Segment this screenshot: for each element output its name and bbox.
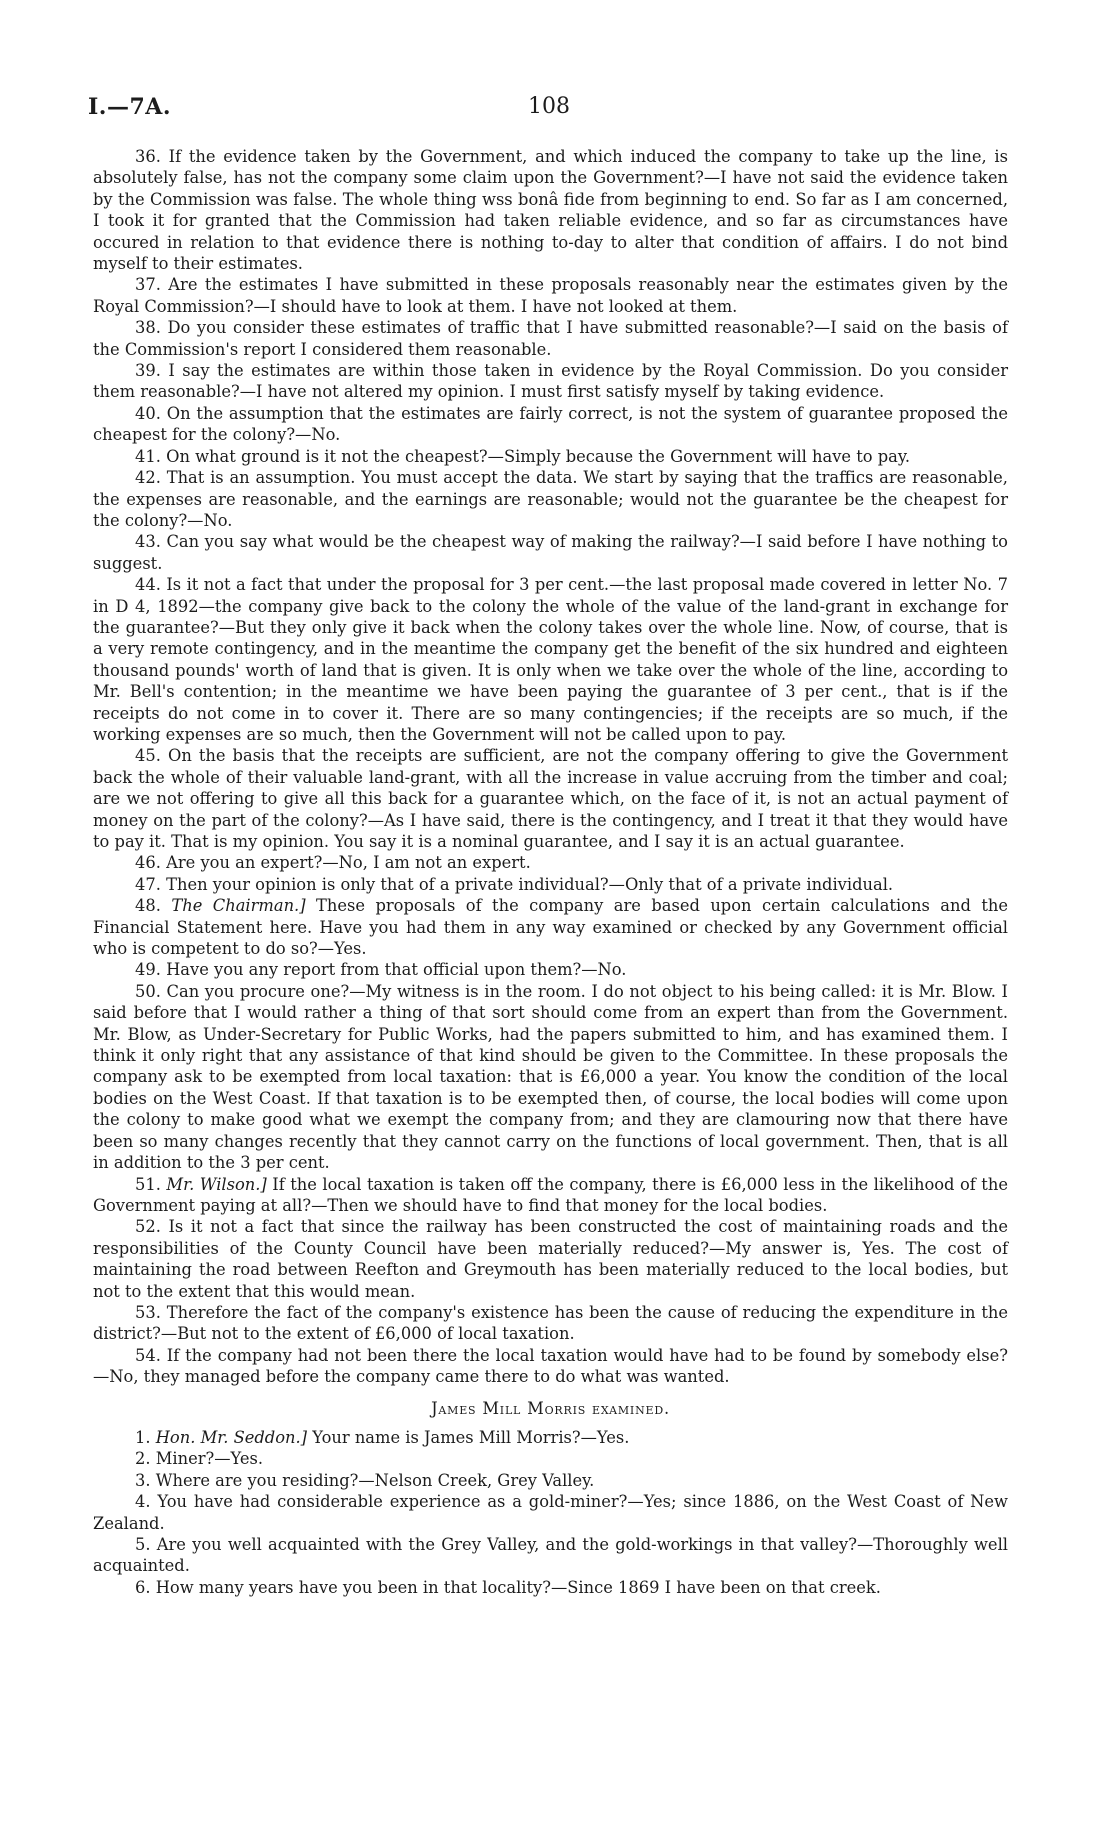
question-text: Your name is James Mill Morris?—Yes. <box>312 1427 630 1447</box>
question-number: 46. <box>135 853 161 873</box>
question-paragraph <box>93 403 1008 446</box>
question-number: 45. <box>135 746 161 766</box>
question-number: 38. <box>135 318 161 338</box>
question-paragraph <box>93 981 1008 1174</box>
question-paragraph <box>93 959 1008 980</box>
question-paragraph <box>93 1491 1008 1534</box>
question-text: If the local taxation is taken off the company, there is £6,000 less in the likelihood of the Government paying at all?—Then we should have to find that money for the local bodies. <box>93 1174 1008 1215</box>
question-paragraph <box>93 852 1008 873</box>
question-text: That is an assumption. You must accept the data. We start by saying that the traffics are reasonable, the expenses are reasonable, and the earnings are reasonable; would not the guarantee be the cheapest for the colony?—No. <box>93 468 1008 530</box>
question-paragraph <box>93 1470 1008 1491</box>
question-text: Have you any report from that official upon them?—No. <box>166 960 627 980</box>
question-number: 47. <box>135 874 161 894</box>
page-number: 108 <box>528 94 570 119</box>
question-text: On the basis that the receipts are sufficient, are not the company offering to give the Government back the whole of their valuable land-grant, with all the increase in value accruing from the timber and coal; are we not offering to give all this back for a guarantee which, on the face of it, is not an actual payment of money on the part of the colony?—As I have said, there is the contingency, and I treat it that they would have to pay it. That is my opinion. You say it is a nominal guarantee, and I say it is an actual guarantee. <box>93 746 1008 851</box>
question-number: 1. <box>135 1427 151 1447</box>
question-text: Is it not a fact that since the railway has been constructed the cost of maintaining roads and the responsibilities of the County Council have been materially reduced?—My answer is, Yes. The cost of maintaining the road between Reefton and Greymouth has been materially reduced to the local bodies, but not to the extent that this would mean. <box>93 1217 1008 1301</box>
document-reference: I.—7A. <box>88 94 171 120</box>
question-paragraph <box>93 274 1008 317</box>
question-number: 44. <box>135 575 161 595</box>
question-paragraph <box>93 1302 1008 1345</box>
question-text: Therefore the fact of the company's existence has been the cause of reducing the expenditure in the district?—But not to the extent of £6,000 of local taxation. <box>93 1302 1008 1344</box>
question-paragraph <box>93 745 1008 852</box>
question-number: 52. <box>135 1217 161 1237</box>
question-text: Can you say what would be the cheapest way of making the railway?—I said before I have nothing to suggest. <box>93 532 1008 573</box>
speaker-name: The Chairman.] <box>171 896 306 916</box>
question-text: Miner?—Yes. <box>155 1449 264 1469</box>
question-paragraph <box>93 1427 1008 1448</box>
question-number: 37. <box>135 275 161 295</box>
question-text: On what ground is it not the cheapest?—Simply because the Government will have to pay. <box>166 446 911 466</box>
question-text: I say the estimates are within those taken in evidence by the Royal Commission. Do you consider them reasonable?—I have not altered my opinion. I must first satisfy myself by taking evidence. <box>93 361 1008 402</box>
question-number: 2. <box>135 1449 151 1469</box>
question-text: These proposals of the company are based upon certain calculations and the Financial Statement here. Have you had them in any way examined or checked by any Government official who is competent to do so?—Yes. <box>93 896 1008 959</box>
question-text: If the evidence taken by the Government, and which induced the company to take up the line, is absolutely false, has not the company some claim upon the Government?—I have not said the evidence taken by the Commission was false. The whole thing wss bonâ fide from beginning to end. So far as I am concerned, I took it for granted that the Commission had taken reliable evidence, and so far as circumstances have occured in relation to that evidence there is nothing to-day to alter that condition of affairs. I do not bind myself to their estimates. <box>93 147 1008 274</box>
question-paragraph <box>93 574 1008 745</box>
question-paragraph <box>93 1174 1008 1217</box>
question-number: 48. <box>135 896 161 916</box>
question-paragraph <box>93 317 1008 360</box>
question-text: Where are you residing?—Nelson Creek, Grey Valley. <box>155 1470 595 1490</box>
question-number: 49. <box>135 960 161 980</box>
question-paragraph <box>93 895 1008 959</box>
question-paragraph <box>93 531 1008 574</box>
question-number: 6. <box>135 1577 151 1597</box>
question-paragraph <box>93 1345 1008 1388</box>
question-text: On the assumption that the estimates are fairly correct, is not the system of guarantee proposed the cheapest for the colony?—No. <box>93 403 1009 445</box>
question-number: 5. <box>135 1535 151 1554</box>
question-paragraph <box>93 360 1008 403</box>
question-text: If the company had not been there the local taxation would have had to be found by somebody else?—No, they managed before the company came there to do what was wanted. <box>93 1345 1008 1387</box>
question-paragraph <box>93 467 1008 531</box>
question-paragraph <box>93 146 1008 274</box>
question-text: How many years have you been in that locality?—Since 1869 I have been on that creek. <box>155 1577 881 1597</box>
question-number: 36. <box>135 147 161 166</box>
witness-heading: James Mill Morris examined. <box>431 1398 670 1418</box>
speaker-name: Hon. Mr. Seddon.] <box>155 1427 308 1447</box>
question-number: 54. <box>135 1345 161 1365</box>
question-number: 42. <box>135 468 161 488</box>
question-number: 41. <box>135 446 161 466</box>
question-number: 39. <box>135 361 161 381</box>
question-paragraph <box>93 1448 1008 1469</box>
evidence-section-continued <box>93 146 1008 1388</box>
question-paragraph <box>93 1534 1008 1577</box>
question-number: 51. <box>135 1174 161 1194</box>
question-number: 3. <box>135 1470 151 1490</box>
question-paragraph <box>93 446 1008 467</box>
question-number: 4. <box>135 1492 151 1512</box>
question-text: Are you well acquainted with the Grey Valley, and the gold-workings in that valley?—Thoroughly well acquainted. <box>93 1535 1008 1576</box>
question-number: 50. <box>135 981 161 1001</box>
question-number: 43. <box>135 532 161 552</box>
question-text: Do you consider these estimates of traffic that I have submitted reasonable?—I said on the basis of the Commission's report I considered them reasonable. <box>93 318 1008 359</box>
document-body <box>93 146 1008 1598</box>
question-text: You have had considerable experience as a gold-miner?—Yes; since 1886, on the West Coast of New Zealand. <box>93 1492 1008 1533</box>
speaker-name: Mr. Wilson.] <box>166 1174 267 1194</box>
evidence-section-morris <box>93 1427 1008 1598</box>
question-paragraph <box>93 1216 1008 1302</box>
page-header <box>88 94 1026 126</box>
question-text: Is it not a fact that under the proposal for 3 per cent.—the last proposal made covered in letter No. 7 in D 4, 1892—the company give back to the colony the whole of the value of the land-grant in exchange for the guarantee?—But they only give it back when the colony takes over the whole line. Now, of course, that is a very remote contingency, and in the meantime the company get the benefit of the six hundred and eighteen thousand pounds' worth of land that is given. It is only when we take over the whole of the line, according to Mr. Bell's contention; in the meantime we have been paying the guarantee of 3 per cent., that is if the receipts do not come in to cover it. There are so many contingencies; if the receipts are so much, if the working expenses are so much, then the Government will not be called upon to pay. <box>93 575 1008 744</box>
question-number: 53. <box>135 1302 161 1322</box>
question-number: 40. <box>135 403 161 423</box>
question-paragraph <box>93 1577 1008 1598</box>
question-paragraph <box>93 874 1008 895</box>
question-text: Are the estimates I have submitted in these proposals reasonably near the estimates given by the Royal Commission?—I should have to look at them. I have not looked at them. <box>93 275 1008 316</box>
question-text: Then your opinion is only that of a private individual?—Only that of a private individual. <box>166 874 894 894</box>
question-text: Are you an expert?—No, I am not an expert. <box>166 853 531 873</box>
question-text: Can you procure one?—My witness is in the room. I do not object to his being called: it is Mr. Blow. I said before that I would rather a thing of that sort should come from an expert than from the Government. Mr. Blow, as Under-Secretary for Public Works, had the papers submitted to him, and has examined them. I think it only right that any assistance of that kind should be given to the Committee. In these proposals the company ask to be exempted from local taxation: that is £6,000 a year. You know the condition of the local bodies on the West Coast. If that taxation is to be exempted then, of course, the local bodies will come upon the colony to make good what we exempt the company from; and they are clamouring now that there have been so many changes recently that they cannot carry on the functions of local government. Then, that is all in addition to the 3 per cent. <box>93 981 1008 1173</box>
